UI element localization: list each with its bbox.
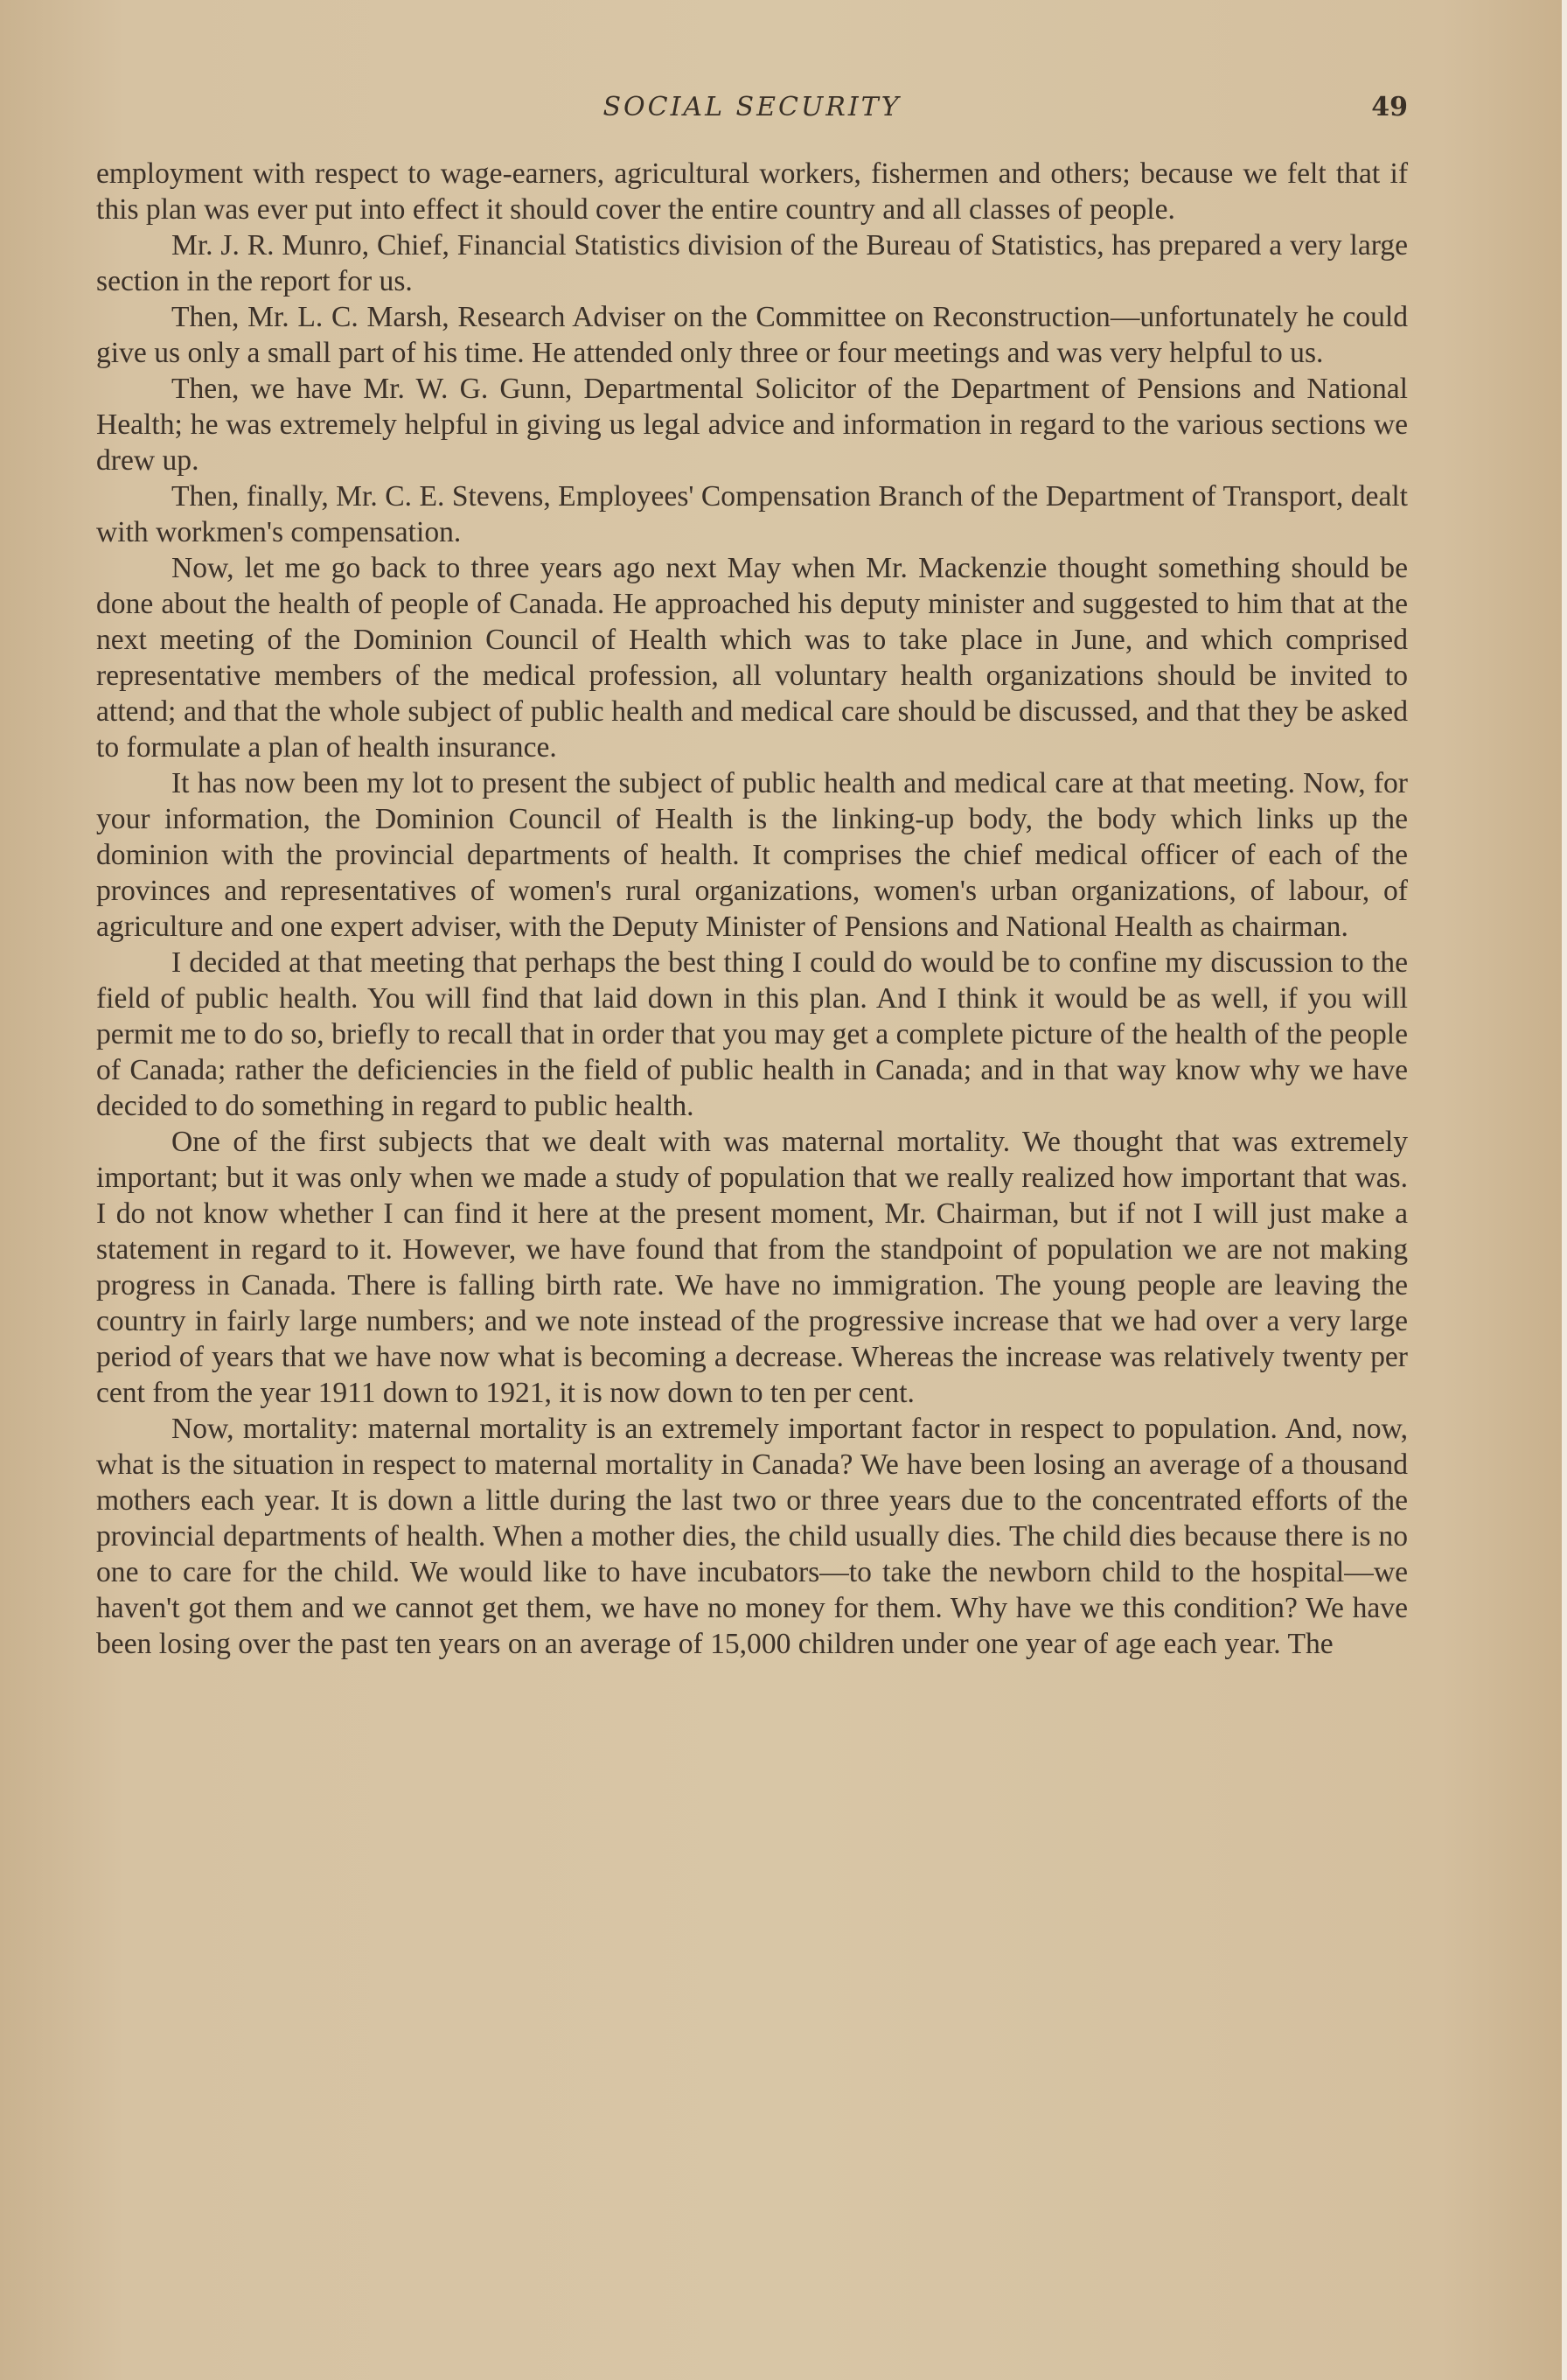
page-header [96,92,1408,127]
paragraph-1: employment with respect to wage-earners, agricultural workers, fishermen and others; because we felt that if this plan was ever put into effect it should cover the entire country and all classes of people. [96,157,1408,226]
paragraph-7: It has now been my lot to present the subject of public health and medical care at that meeting. Now, for your information, the Dominion Council of Health is the linking-up body, the body which links up the dominion with the provincial departments of health. It comprises the chief medical officer of each of the provinces and representatives of women's rural organizations, women's urban organizations, of labour, of agriculture and one expert adviser, with the Deputy Minister of Pensions and National Health as chairman. [96,767,1408,943]
paragraph-10: Now, mortality: maternal mortality is an extremely important factor in respect to population. And, now, what is the situation in respect to maternal mortality in Canada? We have been losing an average of a thousand mothers each year. It is down a little during the last two or three years due to the concentrated efforts of the provincial departments of health. When a mother dies, the child usually dies. The child dies because there is no one to care for the child. We would like to have incubators—to take the newborn child to the hospital—we haven't got them and we cannot get them, we have no money for them. Why have we this condition? We have been losing over the past ten years on an average of 15,000 children under one year of age each year. The [96,1413,1408,1660]
paragraph-8: I decided at that meeting that perhaps the best thing I could do would be to confine my discussion to the field of public health. You will find that laid down in this plan. And I think it would be as well, if you will permit me to do so, briefly to recall that in order that you may get a complete picture of the health of the people of Canada; rather the deficiencies in the field of public health in Canada; and in that way know why we have decided to do something in regard to public health. [96,946,1408,1122]
paragraph-6: Now, let me go back to three years ago next May when Mr. Mackenzie thought something should be done about the health of people of Canada. He approached his deputy minister and suggested to him that at the next meeting of the Dominion Council of Health which was to take place in June, and which comprised representative members of the medical profession, all voluntary health organizations should be invited to attend; and that the whole subject of public health and medical care should be discussed, and that they be asked to formulate a plan of health insurance. [96,552,1408,764]
paragraph-4: Then, we have Mr. W. G. Gunn, Departmental Solicitor of the Department of Pensions and National Health; he was extremely helpful in giving us legal advice and information in regard to the various sections we drew up. [96,373,1408,477]
paragraph-2: Mr. J. R. Munro, Chief, Financial Statistics division of the Bureau of Statistics, has prepared a very large section in the report for us. [96,229,1408,297]
running-head: SOCIAL SECURITY [602,92,902,122]
paragraph-5: Then, finally, Mr. C. E. Stevens, Employees' Compensation Branch of the Department of Transport, dealt with workmen's compensation. [96,480,1408,548]
page-edge [1562,0,1567,2380]
page-number: 49 [1371,92,1408,122]
paragraph-3: Then, Mr. L. C. Marsh, Research Adviser on the Committee on Reconstruction—unfortunately he could give us only a small part of his time. He attended only three or four meetings and was very helpful to us. [96,301,1408,369]
paragraph-9: One of the first subjects that we dealt with was maternal mortality. We thought that was extremely important; but it was only when we made a study of population that we really realized how important that was. I do not know whether I can find it here at the present moment, Mr. Chairman, but if not I will just make a statement in regard to it. However, we have found that from the standpoint of population we are not making progress in Canada. There is falling birth rate. We have no immigration. The young people are leaving the country in fairly large numbers; and we note instead of the progressive increase that we had over a very large period of years that we have now what is becoming a decrease. Whereas the increase was relatively twenty per cent from the year 1911 down to 1921, it is now down to ten per cent. [96,1126,1408,1409]
body-text [96,156,1408,1662]
